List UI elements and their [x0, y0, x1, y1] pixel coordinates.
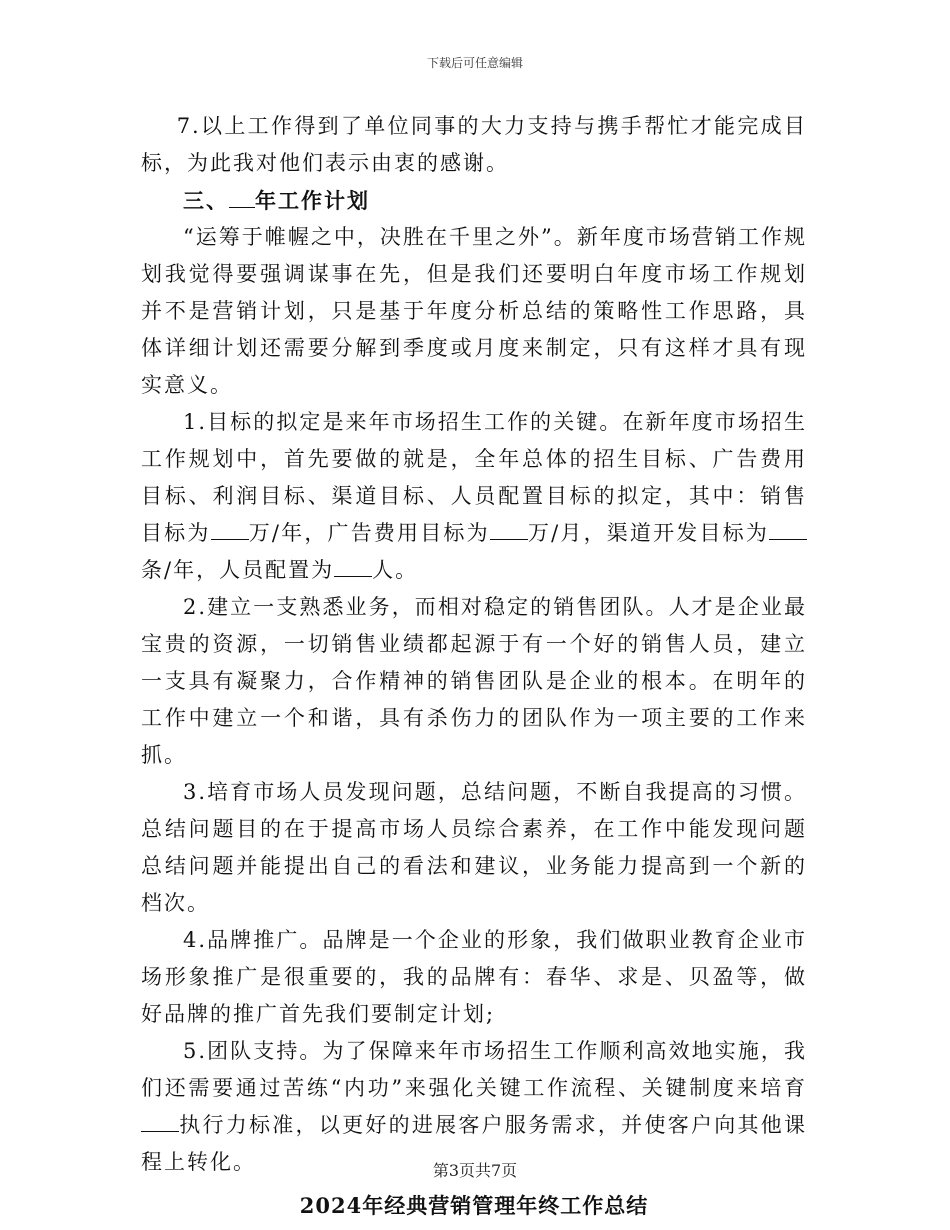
document-body [141, 108, 807, 1224]
item1-text-b: 万/年，广告费用目标为 [248, 521, 490, 545]
page-header-note: 下载后可任意编辑 [426, 56, 523, 70]
blank-year [229, 186, 255, 208]
item1-text-c: 万/月，渠道开发目标为 [527, 521, 770, 545]
document-title: 2024年经典营销管理年终工作总结 [299, 1193, 649, 1218]
paragraph-item-4: 4.品牌推广。品牌是一个企业的形象，我们做职业教育企业市场形象推广是很重要的，我的品牌有：春华、求是、贝盈等，做好品牌的推广首先我们要制定计划; [141, 928, 807, 1026]
blank-sales-target [211, 518, 249, 540]
blank-channel-target [769, 518, 807, 540]
paragraph-item-2: 2.建立一支熟悉业务，而相对稳定的销售团队。人才是企业最宝贵的资源，一切销售业绩都起源于有一个好的销售人员，建立一支具有凝聚力，合作精神的销售团队是企业的根本。在明年的工作中建立一个和谐，具有杀伤力的团队作为一项主要的工作来抓。 [141, 595, 807, 767]
blank-staffing [334, 555, 372, 577]
item1-text-e: 人。 [372, 558, 419, 582]
paragraph-item-3: 3.培育市场人员发现问题，总结问题，不断自我提高的习惯。总结问题目的在于提高市场人员综合素养，在工作中能发现问题总结问题并能提出自己的看法和建议，业务能力提高到一个新的档次。 [141, 780, 807, 915]
blank-execution [141, 1110, 179, 1132]
item5-text-b: 执行力标准，以更好的进展客户服务需求，并使客户向其他课程上转化。 [141, 1113, 807, 1174]
blank-ad-budget [490, 518, 528, 540]
section-heading-work-plan [141, 182, 807, 219]
paragraph-item-7: 7.以上工作得到了单位同事的大力支持与携手帮忙才能完成目标，为此我对他们表示由衷的感谢。 [141, 114, 807, 175]
item1-text-d: 条/年，人员配置为 [141, 558, 335, 582]
paragraph-intro: “运筹于帷幄之中，决胜在千里之外”。新年度市场营销工作规划我觉得要强调谋事在先，但是我们还要明白年度市场工作规划并不是营销计划，只是基于年度分析总结的策略性工作思路，具体详细计划还需要分解到季度或月度来制定，只有这样才具有现实意义。 [141, 225, 807, 397]
item1-text-a: 1.目标的拟定是来年市场招生工作的关键。在新年度市场招生工作规划中，首先要做的就是，全年总体的招生目标、广告费用目标、利润目标、渠道目标、人员配置目标的拟定，其中：销售目标为 [141, 410, 807, 545]
section-heading-suffix: 年工作计划 [255, 188, 370, 213]
section-heading-prefix: 三、 [183, 188, 229, 213]
page-number: 第3页共7页 [432, 1161, 518, 1180]
item5-text-a: 5.团队支持。为了保障来年市场招生工作顺利高效地实施，我们还需要通过苦练“内功”来强化关键工作流程、关键制度来培育 [141, 1039, 807, 1100]
paragraph-item-1 [141, 404, 807, 589]
